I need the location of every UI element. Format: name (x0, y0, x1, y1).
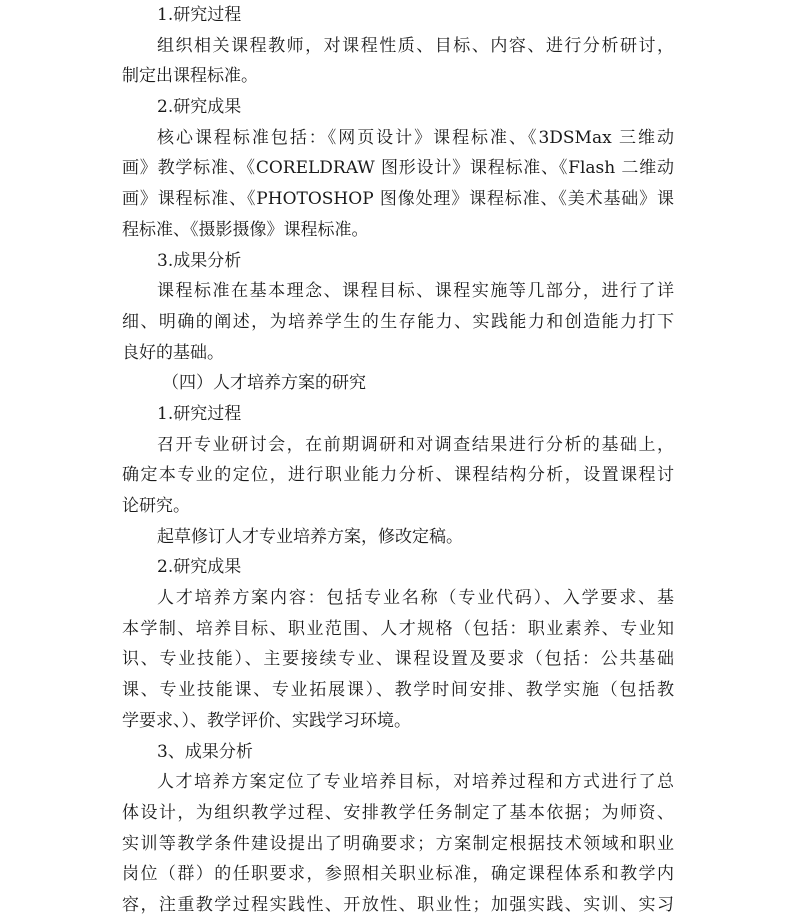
paragraph (122, 276, 674, 368)
text-line: 论研究。 (122, 496, 190, 516)
text-line: 体设计，为组织教学过程、安排教学任务制定了基本依据；为师资、 (122, 802, 674, 823)
text-line: 容，注重教学过程实践性、开放性、职业性；加强实践、实训、实习 (122, 894, 674, 915)
text-line: 起草修订人才专业培养方案，修改定稿。 (157, 526, 463, 547)
text-line: 召开专业研讨会，在前期调研和对调查结果进行分析的基础上， (157, 434, 674, 455)
paragraph (122, 767, 674, 920)
text-line: 程标准、《摄影摄像》课程标准。 (122, 219, 369, 240)
paragraph (122, 430, 674, 522)
text-line: 学要求、）、教学评价、实践学习环境。 (122, 710, 411, 731)
section-heading: 1.研究过程 (157, 403, 242, 424)
text-line: 画》教学标准、《CORELDRAW 图形设计》课程标准、《Flash 二维动 (122, 158, 674, 179)
section-heading: 1.研究过程 (157, 5, 242, 25)
text-line: 画》课程标准、《PHOTOSHOP 图像处理》课程标准、《美术基础》课 (122, 189, 674, 210)
text-line: 制定出课程标准。 (122, 66, 258, 87)
text-line: 课、专业技能课、专业拓展课）、教学时间安排、教学实施（包括教 (122, 680, 674, 701)
paragraph (122, 31, 674, 92)
text-line: 核心课程标准包括：《网页设计》课程标准、《3DSMax 三维动 (157, 127, 674, 148)
text-line: 人才培养方案内容：包括专业名称（专业代码）、入学要求、基 (157, 588, 674, 609)
text-line: 实训等教学条件建设提出了明确要求；方案制定根据技术领域和职业 (122, 833, 674, 854)
paragraph (122, 583, 674, 736)
text-line: 确定本专业的定位，进行职业能力分析、课程结构分析，设置课程讨 (122, 465, 674, 486)
text-line: 岗位（群）的任职要求，参照相关职业标准，确定课程体系和教学内 (122, 864, 674, 885)
section-heading: 3、成果分析 (157, 741, 253, 762)
section-heading: 2.研究成果 (157, 557, 242, 578)
text-line: 细、明确的阐述，为培养学生的生存能力、实践能力和创造能力打下 (122, 311, 674, 332)
section-heading: 3.成果分析 (157, 250, 242, 271)
document-page (122, 0, 674, 921)
text-line: 良好的基础。 (122, 342, 224, 363)
text-line: 组织相关课程教师，对课程性质、目标、内容、进行分析研讨， (157, 35, 674, 56)
text-line: 识、专业技能）、主要接续专业、课程设置及要求（包括：公共基础 (122, 649, 674, 670)
chapter-heading: （四）人才培养方案的研究 (162, 373, 366, 394)
text-line: 课程标准在基本理念、课程目标、课程实施等几部分，进行了详 (157, 281, 674, 302)
text-line: 人才培养方案定位了专业培养目标，对培养过程和方式进行了总 (157, 772, 674, 793)
section-heading: 2.研究成果 (157, 97, 242, 118)
paragraph (122, 123, 674, 246)
paragraph (122, 522, 674, 553)
text-line: 本学制、培养目标、职业范围、人才规格（包括：职业素养、专业知 (122, 618, 674, 639)
